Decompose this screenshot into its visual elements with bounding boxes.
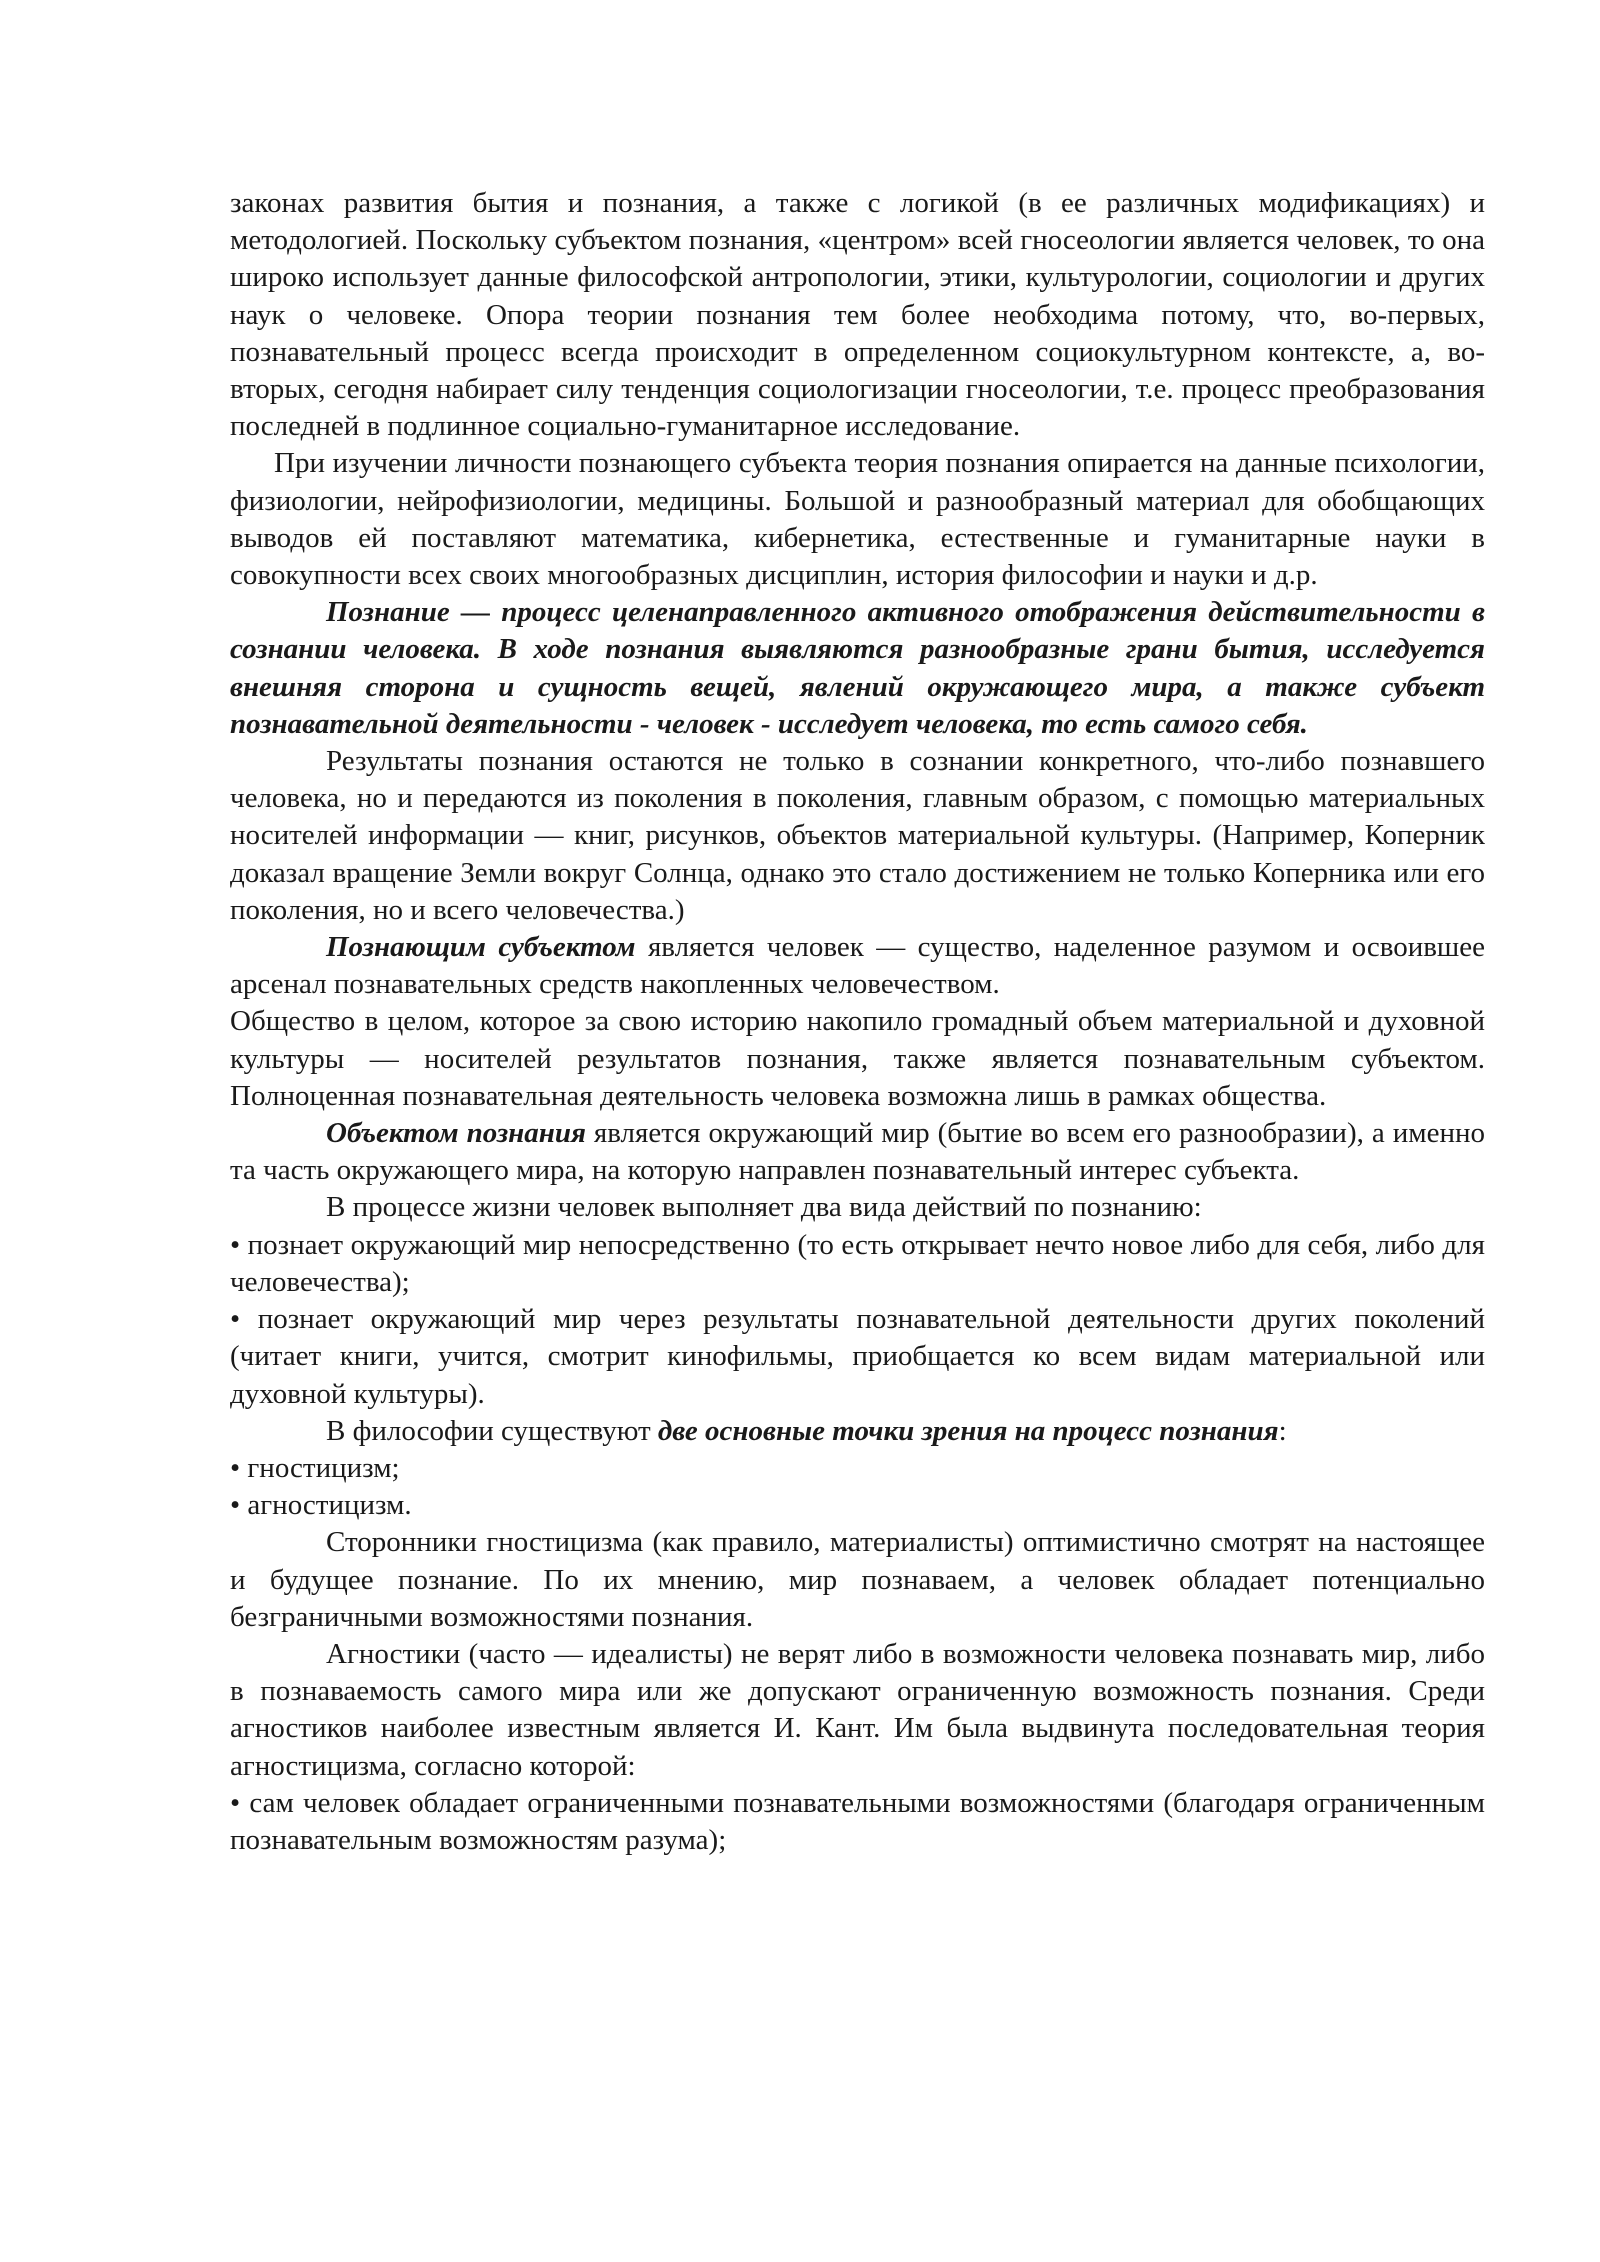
paragraph-two-actions: В процессе жизни человек выполняет два вида действий по познанию:	[326, 1191, 1202, 1224]
paragraph-two-viewpoints-text: В философии существуют	[326, 1414, 658, 1447]
paragraph-cognition-object-text: является окружающий мир (бытие во всем его разнообразии), а именно та часть окружающего мира, на которую направлен познавательный интерес субъекта.	[230, 1117, 1485, 1187]
paragraph-cognition-object	[230, 1115, 1485, 1189]
document-page	[230, 185, 1485, 1859]
paragraph-gnostics: Сторонники гностицизма (как правило, материалисты) оптимистично смотрят на настоящее и будущее познание. По их мнению, мир познаваем, а человек обладает потенциально безграничными возможностями познания.	[230, 1526, 1485, 1633]
paragraph-two-viewpoints-tail: :	[1278, 1414, 1287, 1447]
paragraph-agnostics: Агностики (часто — идеалисты) не верят либо в возможности человека познавать мир, либо в познаваемость самого мира или же допускают ограниченную возможность познания. Среди агностиков наиболее известным является И. Кант. Им была выдвинута последовательная теория агностицизма, согласно которой:	[230, 1637, 1485, 1782]
paragraph-cognizing-subject	[230, 929, 1485, 1003]
paragraph-gnoseology-methods: законах развития бытия и познания, а также с логикой (в ее различных модификациях) и методологией. Поскольку субъектом познания, «центром» всей гносеологии является человек, то она широко использует данные философской антропологии, этики, культурологии, социологии и других наук о человеке. Опора теории познания тем более необходима потому, что, во-первых, познавательный процесс всегда происходит в определенном социокультурном контексте, а, во-вторых, сегодня набирает силу тенденция социологизации гносеологии, т.е. процесс преобразования последней в подлинное социально-гуманитарное исследование.	[230, 187, 1485, 443]
term-cognition-object: Объектом познания	[326, 1117, 586, 1150]
list-item-indirect-cognition: • познает окружающий мир через результаты познавательной деятельности других поколений (читает книги, учится, смотрит кинофильмы, приобщается ко всем видам материальной или духовной культуры).	[230, 1303, 1485, 1410]
paragraph-society-subject: Общество в целом, которое за свою историю накопило громадный объем материальной и духовной культуры — носителей результатов познания, также является познавательным субъектом. Полноценная познавательная деятельность человека возможна лишь в рамках общества.	[230, 1005, 1485, 1112]
term-two-viewpoints: две основные точки зрения на процесс познания	[657, 1414, 1279, 1447]
paragraph-cognition-definition: Познание — процесс целенаправленного активного отображения действительности в сознании человека. В ходе познания выявляются разнообразные грани бытия, исследуется внешняя сторона и сущность вещей, явлений окружающего мира, а также субъект познавательной деятельности - человек - исследует человека, то есть самого себя.	[230, 596, 1485, 740]
paragraph-cognition-results: Результаты познания остаются не только в сознании конкретного, что-либо познавшего человека, но и передаются из поколения в поколения, главным образом, с помощью материальных носителей информации — книг, рисунков, объектов материальной культуры. (Например, Коперник доказал вращение Земли вокруг Солнца, однако это стало достижением не только Коперника или его поколения, но и всего человечества.)	[230, 745, 1485, 926]
list-item-gnosticism: • гностицизм;	[230, 1451, 400, 1484]
list-item-direct-cognition: • познает окружающий мир непосредственно (то есть открывает нечто новое либо для себя, либо для человечества);	[230, 1228, 1485, 1298]
paragraph-cognizing-subject-text: является человек — существо, наделенное разумом и освоившее арсенал познавательных средств накопленных человечеством.	[230, 931, 1485, 1001]
list-item-agnosticism: • агностицизм.	[230, 1489, 412, 1522]
paragraph-two-viewpoints	[230, 1413, 1485, 1450]
list-item-limited-abilities: • сам человек обладает ограниченными познавательными возможностями (благодаря ограниченным познавательным возможностям разума);	[230, 1786, 1485, 1856]
term-cognizing-subject: Познающим субъектом	[326, 931, 636, 964]
paragraph-personality-study: При изучении личности познающего субъекта теория познания опирается на данные психологии, физиологии, нейрофизиологии, медицины. Большой и разнообразный материал для обобщающих выводов ей поставляют математика, кибернетика, естественные и гуманитарные науки в совокупности всех своих многообразных дисциплин, история философии и науки и д.р.	[230, 447, 1485, 592]
